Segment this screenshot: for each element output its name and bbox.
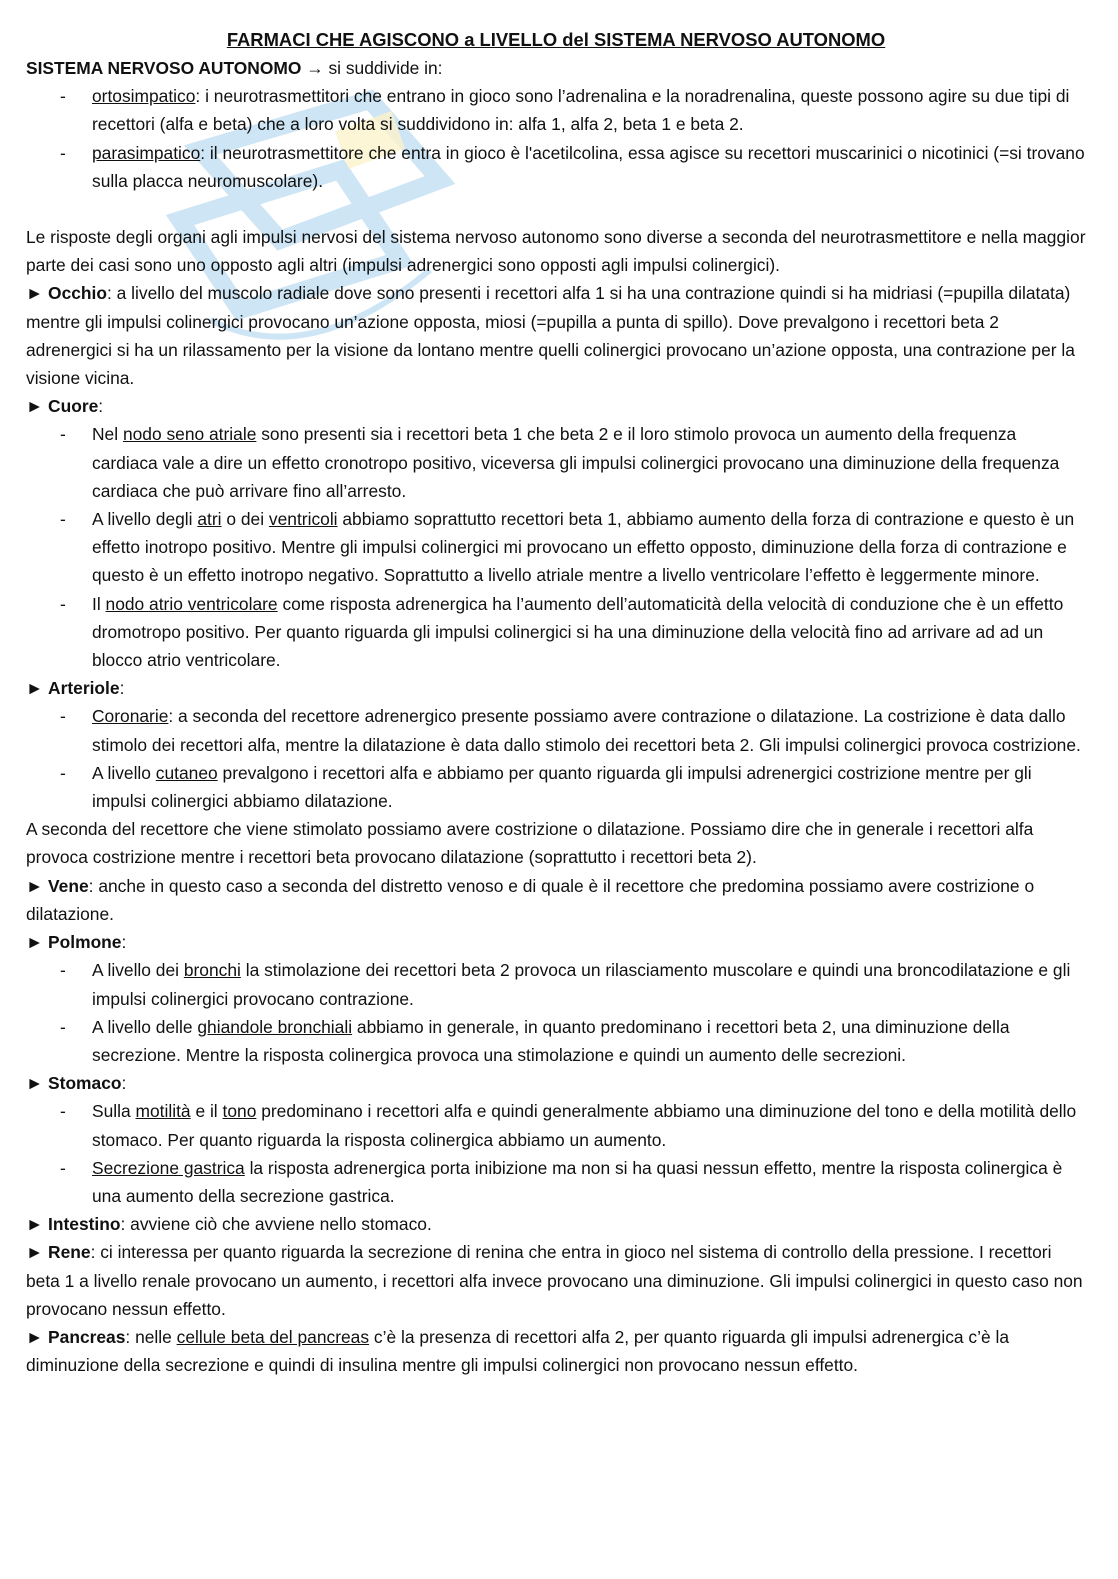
polmone-list — [26, 956, 1086, 1069]
cuore-list — [26, 420, 1086, 674]
list-item: - Sulla motilità e il tono predominano i recettori alfa e quindi generalmente abbiamo una diminuzione del tono e della motilità dello stomaco. Per quanto riguarda la risposta colinergica abbiamo un aumento. — [26, 1097, 1086, 1153]
section-vene: ► Vene: anche in questo caso a seconda del distretto venoso e di quale è il recettore che predomina possiamo avere costrizione o dilatazione. — [26, 875, 1035, 924]
list-item: - ortosimpatico: i neurotrasmettitori che entrano in gioco sono l’adrenalina e la noradrenalina, queste possono agire su due tipi di recettori (alfa e beta) che a loro volta si suddividono in: alfa 1, alfa 2, beta 1 e beta 2. — [26, 82, 1086, 138]
section-occhio: ► Occhio: a livello del muscolo radiale dove sono presenti i recettori alfa 1 si ha una contrazione quindi si ha midriasi (=pupilla dilatata) mentre gli impulsi colinergici provocano un’azione opposta, miosi (=pupilla a punta di spillo). Dove prevalgono i recettori beta 2 adrenergici si ha un rilassamento per la visione da lontano mentre quelli colinergici provocano un’azione opposta, una contrazione per la visione vicina. — [26, 283, 1075, 389]
intro-list — [26, 82, 1086, 195]
list-item: - A livello cutaneo prevalgono i recettori alfa e abbiamo per quanto riguarda gli impulsi adrenergici costrizione mentre per gli impulsi colinergici abbiamo dilatazione. — [26, 759, 1086, 815]
list-item: - Nel nodo seno atriale sono presenti sia i recettori beta 1 che beta 2 e il loro stimolo provoca un aumento della frequenza cardiaca vale a dire un effetto cronotropo positivo, viceversa gli impulsi colinergici provocano una diminuzione della frequenza cardiaca che può arrivare fino all’arresto. — [26, 420, 1086, 505]
document-page — [26, 26, 1086, 1379]
arteriole-list — [26, 702, 1086, 815]
section-cuore: ► Cuore: — [26, 396, 104, 417]
intro-arrow: → si suddivide in: — [301, 58, 443, 78]
section-intestino: ► Intestino: avviene ciò che avviene nello stomaco. — [26, 1214, 432, 1235]
list-item: - Coronarie: a seconda del recettore adrenergico presente possiamo avere contrazione o dilatazione. La costrizione è data dallo stimolo dei recettori alfa, mentre la dilatazione è data dallo stimolo dei recettori beta 2. Gli impulsi colinergici provoca costrizione. — [26, 702, 1086, 758]
page-title: FARMACI CHE AGISCONO a LIVELLO del SISTEMA NERVOSO AUTONOMO — [226, 29, 886, 50]
list-item: - A livello degli atri o dei ventricoli abbiamo soprattutto recettori beta 1, abbiamo aumento della forza di contrazione e questo è un effetto inotropo positivo. Mentre gli impulsi colinergici mi provocano un effetto opposto, diminuzione della forza di contrazione e questo è un effetto inotropo negativo. Soprattutto a livello atriale mentre a livello ventricolare l’effetto è leggermente minore. — [26, 505, 1086, 590]
list-item: - Secrezione gastrica la risposta adrenergica porta inibizione ma non si ha quasi nessun effetto, mentre la risposta colinergica è una aumento della secrezione gastrica. — [26, 1154, 1086, 1210]
section-arteriole: ► Arteriole: — [26, 678, 125, 699]
section-stomaco: ► Stomaco: — [26, 1073, 127, 1094]
intro-heading: SISTEMA NERVOSO AUTONOMO — [26, 58, 302, 78]
section-pancreas: ► Pancreas: nelle cellule beta del pancreas c’è la presenza di recettori alfa 2, per quanto riguarda gli impulsi adrenergica c’è la diminuzione della secrezione e quindi di insulina mentre gli impulsi colinergici non provocano nessun effetto. — [26, 1326, 1010, 1376]
section-rene: ► Rene: ci interessa per quanto riguarda la secrezione di renina che entra in gioco nel sistema di controllo della pressione. I recettori beta 1 a livello renale provocano un aumento, i recettori alfa invece provocano una diminuzione. Gli impulsi colinergici in questo caso non provocano nessun effetto. — [26, 1242, 1083, 1319]
list-item: - parasimpatico: il neurotrasmettitore che entra in gioco è l'acetilcolina, essa agisce su recettori muscarinici o nicotinici (=si trovano sulla placca neuromuscolare). — [26, 139, 1086, 195]
intro-line — [26, 54, 1086, 82]
stomaco-list — [26, 1097, 1086, 1210]
list-item: - A livello delle ghiandole bronchiali abbiamo in generale, in quanto predominano i recettori beta 2, una diminuzione della secrezione. Mentre la risposta colinergica provoca una stimolazione e quindi un aumento delle secrezioni. — [26, 1013, 1086, 1069]
paragraph-intro: Le risposte degli organi agli impulsi nervosi del sistema nervoso autonomo sono diverse a seconda del neurotrasmettitore e nella maggior parte dei casi sono uno opposto agli altri (impulsi adrenergici sono opposti agli impulsi colinergici). — [26, 227, 1086, 276]
section-polmone: ► Polmone: — [26, 932, 127, 953]
arteriole-summary: A seconda del recettore che viene stimolato possiamo avere costrizione o dilatazione. Possiamo dire che in generale i recettori alfa provoca costrizione mentre i recettori beta provocano dilatazione (soprattutto i recettori beta 2). — [26, 819, 1034, 868]
list-item: - Il nodo atrio ventricolare come risposta adrenergica ha l’aumento dell’automaticità della velocità di conduzione che è un effetto dromotropo positivo. Per quanto riguarda gli impulsi colinergici si ha una diminuzione della velocità fino ad arrivare ad ad un blocco atrio ventricolare. — [26, 590, 1086, 675]
list-item: - A livello dei bronchi la stimolazione dei recettori beta 2 provoca un rilasciamento muscolare e quindi una broncodilatazione e gli impulsi colinergici provocano contrazione. — [26, 956, 1086, 1012]
